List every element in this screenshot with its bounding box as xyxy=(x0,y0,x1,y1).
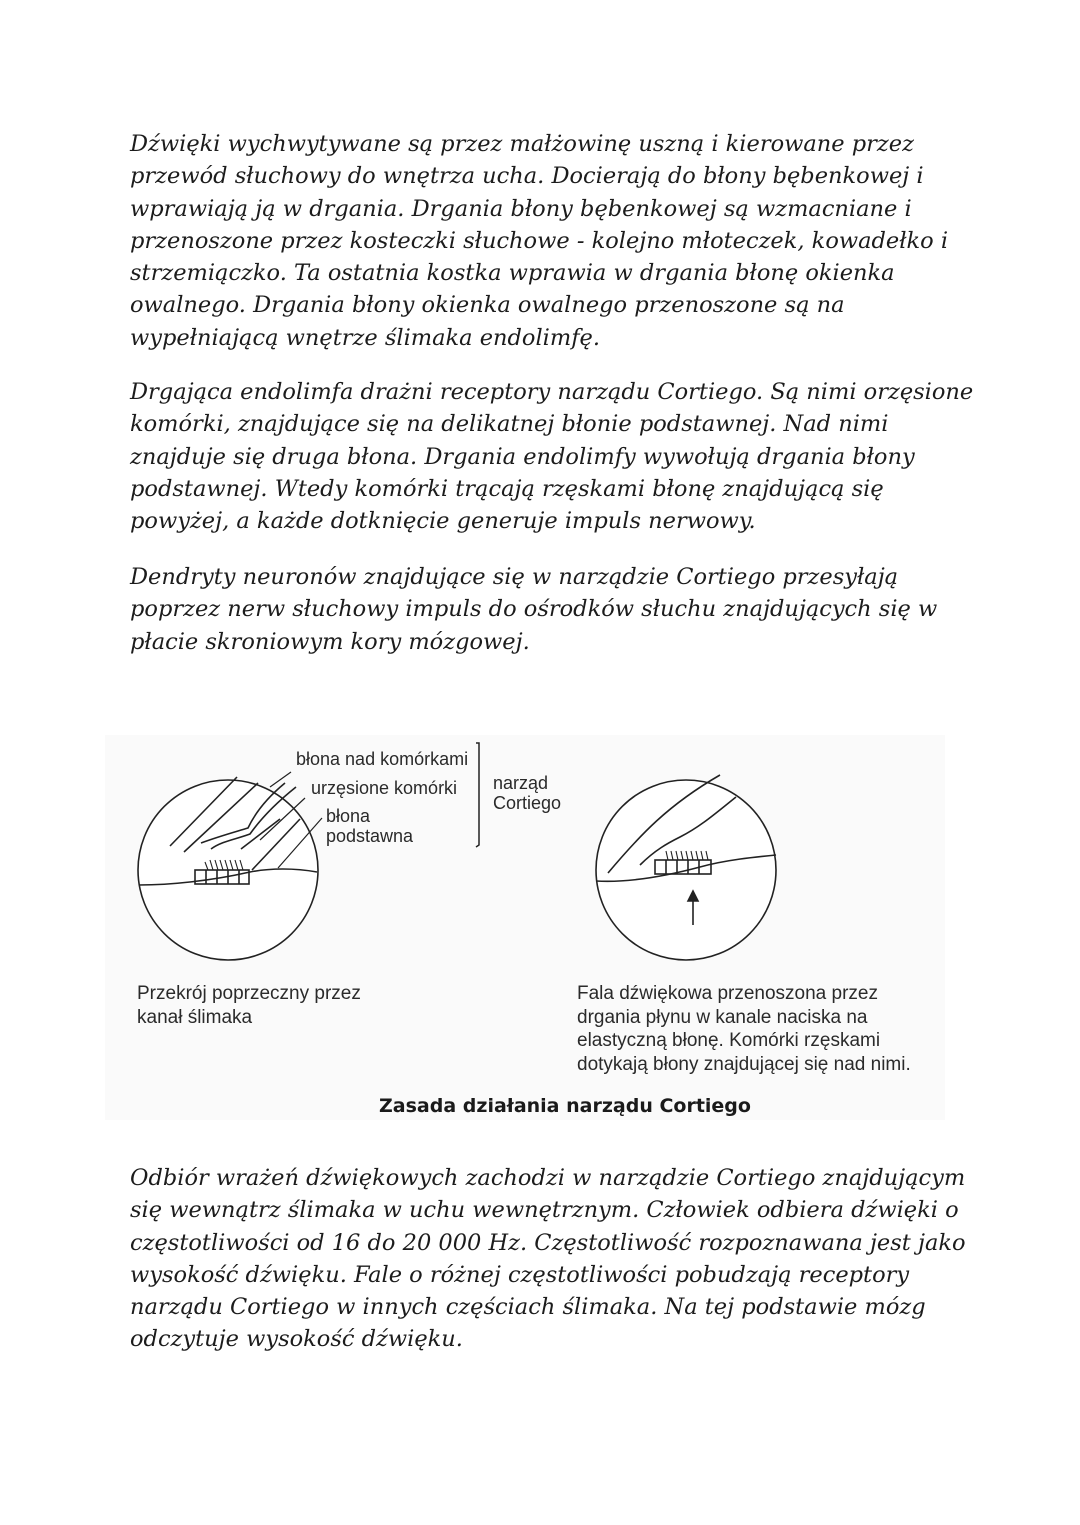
text-line: narządu Cortiego w innych częściach ślimaka. Na tej podstawie mózg xyxy=(130,1294,926,1321)
text-line: wysokość dźwięku. Fale o różnej częstotliwości pobudzają receptory xyxy=(130,1261,910,1288)
text-line: Odbiór wrażeń dźwiękowych zachodzi w narządzie Cortiego znajdującym xyxy=(130,1165,966,1191)
text-line: znajduje się druga błona. Drgania endolimfy wywołują drgania błony xyxy=(130,443,915,470)
label-basilar: podstawna xyxy=(326,826,414,846)
text-line: częstotliwości od 16 do 20 000 Hz. Częstotliwość rozpoznawana jest jako xyxy=(130,1229,966,1256)
paragraph-sound-path xyxy=(130,128,970,354)
text-line: wprawiają ją w drgania. Drgania błony bębenkowej są wzmacniane i xyxy=(130,195,912,222)
label-membrane-above: błona nad komórkami xyxy=(296,749,469,769)
text-line: się wewnątrz ślimaka w uchu wewnętrznym. Człowiek odbiera dźwięki o xyxy=(130,1197,959,1224)
text-line: wypełniającą wnętrze ślimaka endolimfę. xyxy=(130,324,600,351)
label-organ: narząd xyxy=(493,773,549,793)
caption-line: drgania płynu w kanale naciska na xyxy=(577,1006,868,1028)
text-line: przenoszone przez kosteczki słuchowe - kolejno młoteczek, kowadełko i xyxy=(130,227,949,254)
text-line: Drgająca endolimfa drażni receptory narządu Cortiego. Są nimi orzęsione xyxy=(130,379,974,405)
label-basilar: błona xyxy=(326,806,371,826)
text-line: Dendryty neuronów znajdujące się w narządzie Cortiego przesyłają xyxy=(130,564,899,590)
caption-right xyxy=(577,982,911,1076)
text-line: Dźwięki wychwytywane są przez małżowinę uszną i kierowane przez xyxy=(130,131,914,157)
caption-line: dotykają błony znajdującej się nad nimi. xyxy=(577,1053,911,1075)
figure-title: Zasada działania narządu Cortiego xyxy=(379,1095,751,1117)
text-line: strzemiączko. Ta ostatnia kostka wprawia w drgania błonę okienka xyxy=(130,260,895,287)
caption-line: elastyczną błonę. Komórki rzęskami xyxy=(577,1030,881,1051)
caption-left xyxy=(137,982,361,1029)
caption-line: Fala dźwiękowa przenoszona przez xyxy=(577,983,878,1004)
paragraph-frequency xyxy=(130,1162,970,1356)
text-line: owalnego. Drgania błony okienka owalnego przenoszone są na xyxy=(130,292,845,319)
text-line: poprzez nerw słuchowy impuls do ośrodków słuchu znajdujących się w xyxy=(130,596,938,623)
label-organ: Cortiego xyxy=(493,793,562,813)
text-line: komórki, znajdujące się na delikatnej błonie podstawnej. Nad nimi xyxy=(130,411,889,438)
text-line: powyżej, a każde dotknięcie generuje impuls nerwowy. xyxy=(130,508,756,535)
paragraph-dendrites xyxy=(130,561,970,658)
text-line: odczytuje wysokość dźwięku. xyxy=(130,1326,463,1353)
text-line: przewód słuchowy do wnętrza ucha. Docierają do błony bębenkowej i xyxy=(130,163,924,190)
paragraph-corti-receptors xyxy=(130,376,974,537)
label-hair-cells: urzęsione komórki xyxy=(311,778,458,798)
corti-organ-figure xyxy=(0,725,1080,1130)
text-line: płacie skroniowym kory mózgowej. xyxy=(130,628,530,655)
caption-line: Przekrój poprzeczny przez xyxy=(137,983,361,1004)
caption-line: kanał ślimaka xyxy=(137,1006,253,1028)
text-line: podstawnej. Wtedy komórki trącają rzęskami błonę znajdującą się xyxy=(130,475,884,502)
